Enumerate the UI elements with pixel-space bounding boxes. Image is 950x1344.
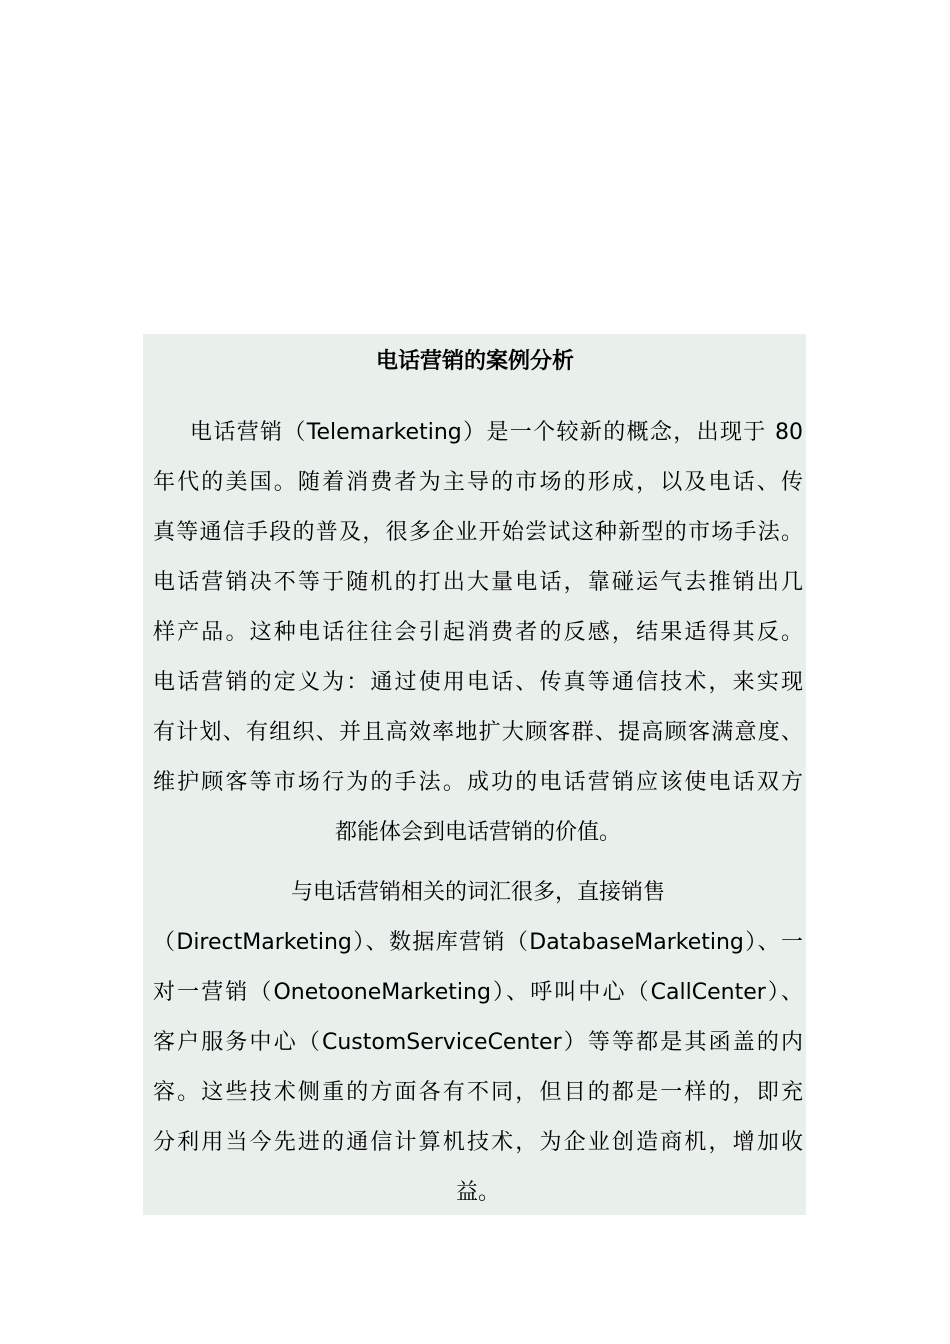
- paragraph-line: 都能体会到电话营销的价值。: [334, 820, 621, 845]
- paragraph-line: 对一营销（OnetooneMarketing）、呼叫中心（CallCenter）、: [153, 980, 803, 1005]
- paragraph-line: 维护顾客等市场行为的手法。成功的电话营销应该使电话双方: [153, 770, 803, 795]
- paragraph-line: 年代的美国。随着消费者为主导的市场的形成，以及电话、传: [153, 470, 803, 495]
- paragraph-line: （DirectMarketing）、数据库营销（DatabaseMarketing）、一: [153, 930, 803, 955]
- document-title: 电话营销的案例分析: [375, 349, 574, 374]
- paragraph-line: 电话营销决不等于随机的打出大量电话，靠碰运气去推销出几: [153, 570, 803, 595]
- paragraph-line: 分利用当今先进的通信计算机技术，为企业创造商机，增加收: [153, 1130, 803, 1155]
- paragraph-line: 电话营销（Telemarketing）是一个较新的概念，出现于 80: [190, 420, 803, 445]
- paragraph-line: 益。: [455, 1180, 500, 1205]
- paragraph-line: 真等通信手段的普及，很多企业开始尝试这种新型的市场手法。: [153, 520, 803, 545]
- paragraph-line: 与电话营销相关的词汇很多，直接销售: [290, 880, 665, 905]
- paragraph-related-terms: [153, 868, 803, 1218]
- paragraph-line: 容。这些技术侧重的方面各有不同，但目的都是一样的，即充: [153, 1080, 803, 1105]
- paragraph-telemarketing-definition: [153, 408, 803, 858]
- paragraph-line: 有计划、有组织、并且高效率地扩大顾客群、提高顾客满意度、: [153, 720, 803, 745]
- paragraph-line: 客户服务中心（CustomServiceCenter）等等都是其函盖的内: [153, 1030, 803, 1055]
- paragraph-line: 电话营销的定义为：通过使用电话、传真等通信技术，来实现: [153, 670, 803, 695]
- paragraph-line: 样产品。这种电话往往会引起消费者的反感，结果适得其反。: [153, 620, 803, 645]
